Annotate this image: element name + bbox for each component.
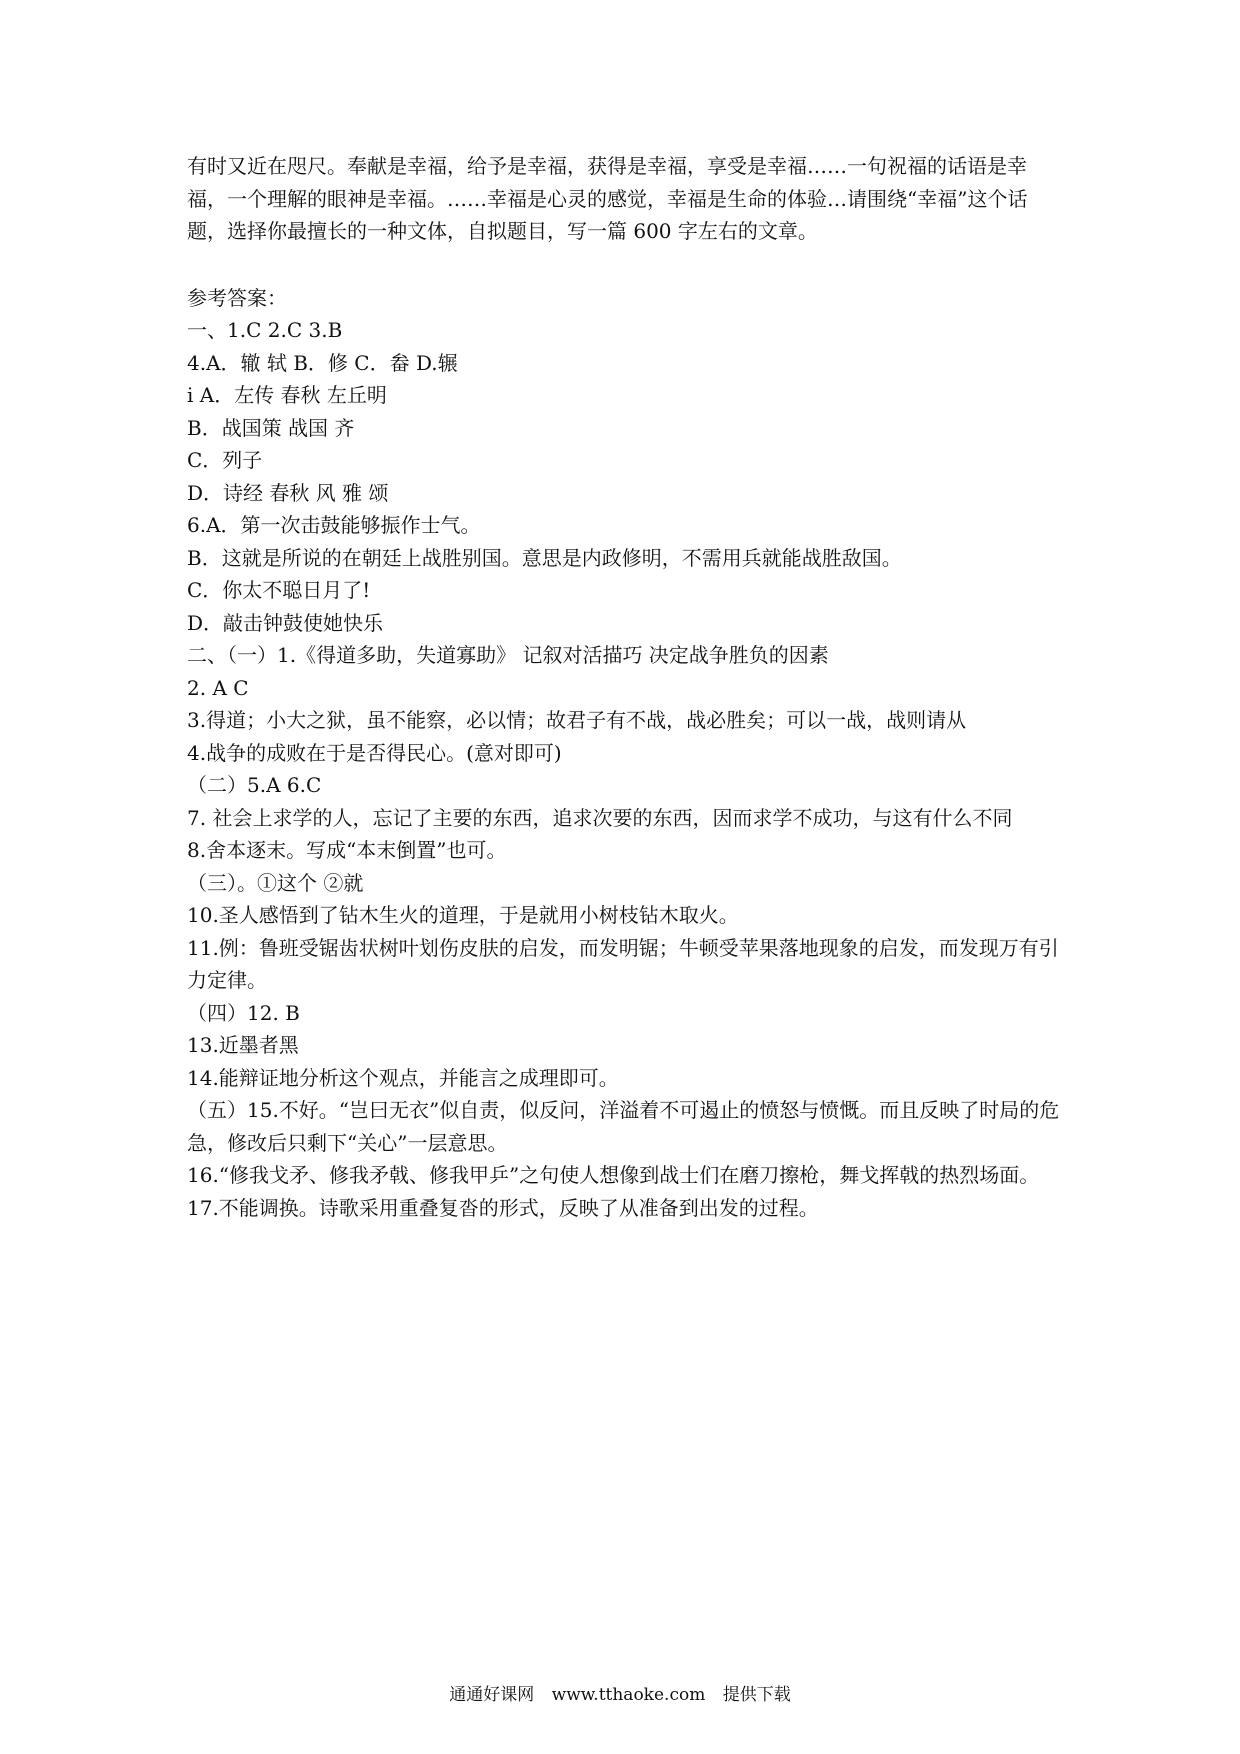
- footer-url[interactable]: www.tthaoke.com: [551, 1685, 706, 1705]
- section-spacer: [187, 248, 1063, 282]
- answer-line: 16.“修我戈矛、修我矛戟、修我甲乒”之句使人想像到战士们在磨刀擦枪，舞戈挥戟的热烈场面。: [187, 1163, 1040, 1187]
- answer-line: 4.战争的成败在于是否得民心。(意对即可): [187, 740, 562, 765]
- answer-line: C．你太不聪日月了!: [187, 578, 371, 602]
- answer-line: B．这就是所说的在朝廷上战胜别国。意思是内政修明，不需用兵就能战胜敌国。: [187, 545, 902, 570]
- essay-prompt: [187, 150, 1063, 248]
- answer-line: 一、1.C 2.C 3.B: [187, 318, 343, 342]
- answer-line: （三）。①这个 ②就: [187, 870, 364, 895]
- answer-line: 14.能辩证地分析这个观点，并能言之成理即可。: [187, 1065, 619, 1090]
- essay-prompt-paragraph: 有时又近在咫尺。奉献是幸福，给予是幸福，获得是幸福，享受是幸福……一句祝福的话语是幸福，一个理解的眼神是幸福。……幸福是心灵的感觉，幸福是生命的体验…请围绕“幸福”这个话题，选择你最擅长的一种文体，自拟题目，写一篇 600 字左右的文章。: [187, 154, 1028, 243]
- answer-line: （四）12. B: [187, 1000, 300, 1025]
- footer-suffix: 提供下载: [722, 1685, 791, 1705]
- answer-line: i A．左传 春秋 左丘明: [187, 383, 387, 407]
- answer-line: （二）5.A 6.C: [187, 773, 322, 797]
- answer-line: 3.得道；小大之狱，虽不能察，必以情；故君子有不战，战必胜矣；可以一战，战则请从: [187, 708, 967, 732]
- answer-line: B．战国策 战国 齐: [187, 415, 355, 440]
- answer-line: （五）15.不好。“岂曰无衣”似自责，似反问，洋溢着不可遏止的愤怒与愤慨。而且反映了时局的危急，修改后只剩下“关心”一层意思。: [187, 1098, 1060, 1155]
- answer-key-heading: 参考答案：: [187, 285, 287, 310]
- answer-line: 二、（一）1.《得道多助，失道寡助》 记叙对活描巧 决定战争胜负的因素: [187, 643, 829, 667]
- answer-line: 10.圣人感悟到了钻木生火的道理，于是就用小树枝钻木取火。: [187, 903, 739, 927]
- answer-line: 13.近墨者黑: [187, 1033, 299, 1057]
- answer-line: D．敲击钟鼓使她快乐: [187, 610, 384, 635]
- answer-line: C．列子: [187, 448, 263, 472]
- answer-line: 6.A．第一次击鼓能够振作士气。: [187, 513, 481, 537]
- answer-line: 8.舍本逐末。写成“本末倒置”也可。: [187, 838, 507, 862]
- answer-line: 11.例：鲁班受锯齿状树叶划伤皮肤的启发，而发明锯；牛顿受苹果落地现象的启发，而发现万有引力定律。: [187, 935, 1059, 992]
- footer-site-name: 通通好课网: [449, 1685, 535, 1705]
- answer-line: 7. 社会上求学的人，忘记了主要的东西，追求次要的东西，因而求学不成功，与这有什么不同: [187, 805, 1013, 830]
- page-content: [187, 150, 1063, 1224]
- answer-line: D．诗经 春秋 风 雅 颂: [187, 480, 389, 505]
- answer-key: [187, 282, 1063, 1225]
- answer-line: 17.不能调换。诗歌采用重叠复沓的形式，反映了从准备到出发的过程。: [187, 1195, 819, 1220]
- page-footer: [0, 1680, 1240, 1705]
- answer-line: 4.A．辙 轼 B．修 C．畚 D.辗: [187, 350, 458, 375]
- answer-line: 2. A C: [187, 675, 249, 700]
